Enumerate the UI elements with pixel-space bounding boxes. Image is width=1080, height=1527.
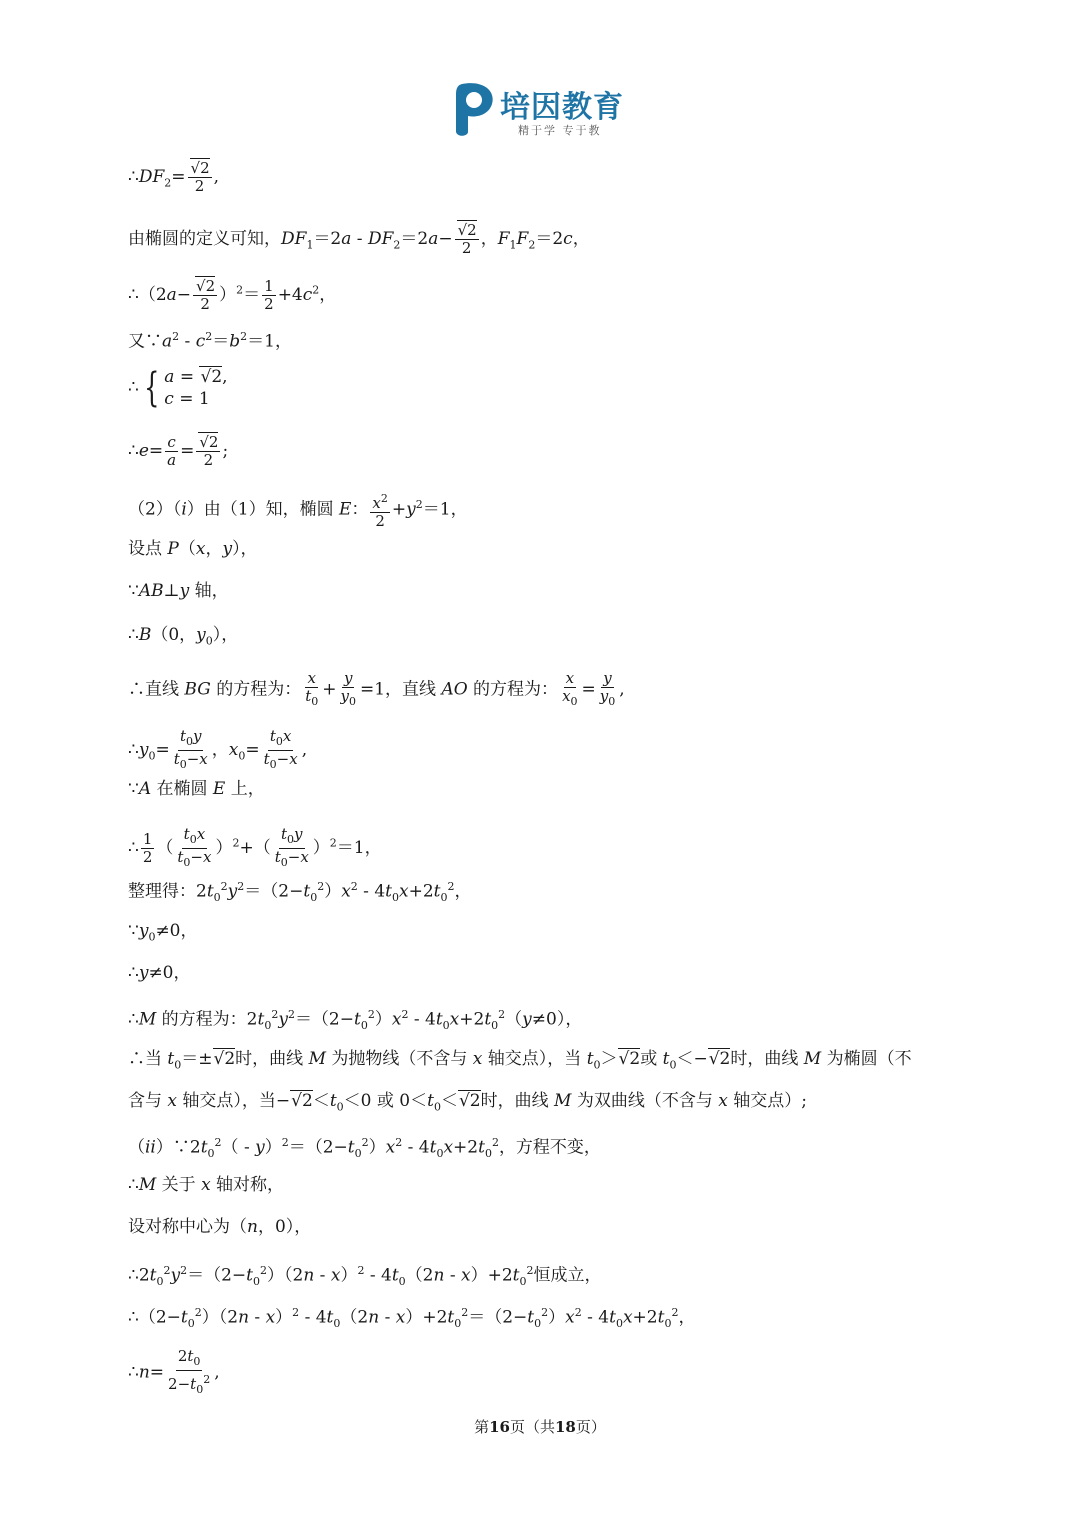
line-5: ∴ { a = √2, c = 1 bbox=[128, 365, 228, 411]
line-19: ∴当 $t_0=\pm√2$时，曲线 M 为抛物线（不含与 x 轴交点），当 $t_0>√2$或 $t_0<-√2$时，曲线 M 为椭圆（不 bbox=[128, 1049, 912, 1072]
footer-total-pages: 18 bbox=[555, 1418, 576, 1436]
line-26: ∴n= $\frac{2t_0}{2-t_0^2}$ , bbox=[128, 1347, 220, 1396]
line-12: $\therefore y_0=$ $\frac{t_0y}{t_0-x}$ ，$x_0=$ $\frac{t_0x}{t_0-x}$ , bbox=[128, 727, 308, 771]
line-22: ∴M 关于 x 轴对称， bbox=[128, 1175, 285, 1195]
line-15: 整理得：$2t_0^2y^2=(2-t_0^2)x^2 - 4t_0x+2t_0^2$， bbox=[128, 880, 472, 905]
line-16: $\because y_0\ne 0$， bbox=[128, 921, 198, 944]
brand-name: 培因教育 bbox=[500, 90, 624, 125]
line-6: ∴e= $\frac{c}{a}$ = $\frac{√2}{2}$ ; bbox=[128, 433, 229, 469]
brand-logo bbox=[452, 78, 642, 142]
line-14: ∴ $\frac{1}{2}$ （ $\frac{t_0x}{t_0-x}$ ）$^2$+（ $\frac{t_0y}{t_0-x}$ ）$^2$＝1， bbox=[128, 825, 382, 869]
line-13: ∵A 在椭圆 E 上， bbox=[128, 779, 265, 799]
brand-p-icon bbox=[452, 80, 496, 138]
footer-suffix: 页） bbox=[575, 1418, 606, 1436]
line-23: 设对称中心为（n，0）， bbox=[128, 1217, 312, 1237]
line-3: ∴（2a− $\frac{√2}{2}$ ）$^2$＝ $\frac{1}{2}$ $+4c^2$， bbox=[128, 277, 337, 313]
line-2: 由椭圆的定义可知，$DF_1=2a - DF_2=2a-$ $\frac{√2}{2}$ ，$F_1F_2=2c$， bbox=[128, 221, 590, 257]
line-4: 又$\because a^2 - c^2=b^2=1$， bbox=[128, 330, 292, 352]
brand-slogan: 精于学 专于教 bbox=[518, 124, 602, 137]
line-21: $(ii)\because 2t_0^2( - y)^2=(2-t_0^2)x^2 - 4t_0x+2t_0^2$，方程不变， bbox=[128, 1136, 601, 1161]
line-11: ∴直线 BG 的方程为： $\frac{x}{t_0}$ + $\frac{y}{y_0}$ =1，直线 AO 的方程为： $\frac{x}{x_0}$ = $\frac{y}{y_0}$ , bbox=[128, 669, 625, 708]
line-18: ∴M 的方程为：$2t_0^2y^2=(2-t_0^2)x^2 - 4t_0x+2t_0^2(y\ne 0)$， bbox=[128, 1008, 583, 1033]
line-9: ∵AB⊥y 轴， bbox=[128, 581, 229, 601]
line-17: ∴y≠0， bbox=[128, 963, 191, 983]
page-header bbox=[0, 78, 1080, 148]
footer-prefix: 第 bbox=[474, 1418, 490, 1436]
footer-page-number: 16 bbox=[489, 1418, 510, 1436]
footer-middle: 页（共 bbox=[509, 1418, 555, 1436]
page-footer bbox=[0, 1416, 1080, 1437]
line-7: （2）（i）由（1）知，椭圆 E： $\frac{x^2}{2}$ $+y^2=1$， bbox=[128, 492, 468, 530]
line-25: $\therefore(2-t_0^2)(2n - x)^2 - 4t_0(2n - x)+2t_0^2=(2-t_0^2)x^2 - 4t_0x+2t_0^2$， bbox=[128, 1306, 696, 1331]
line-10: ∴B（0，$y_0$）， bbox=[128, 625, 239, 648]
line-1: $\therefore DF_2=$ $\frac{√2}{2}$ , bbox=[128, 159, 220, 195]
line-24: $\therefore 2t_0^2y^2=(2-t_0^2)(2n - x)^2 - 4t_0(2n - x)+2t_0^2$恒成立， bbox=[128, 1264, 602, 1289]
line-20: 含与 x 轴交点），当$-√2<t_0<0$ 或 $0<t_0<√2$时，曲线 M 为双曲线（不含与 x 轴交点）; bbox=[128, 1091, 807, 1114]
line-8: 设点 P（x，y）， bbox=[128, 539, 258, 559]
